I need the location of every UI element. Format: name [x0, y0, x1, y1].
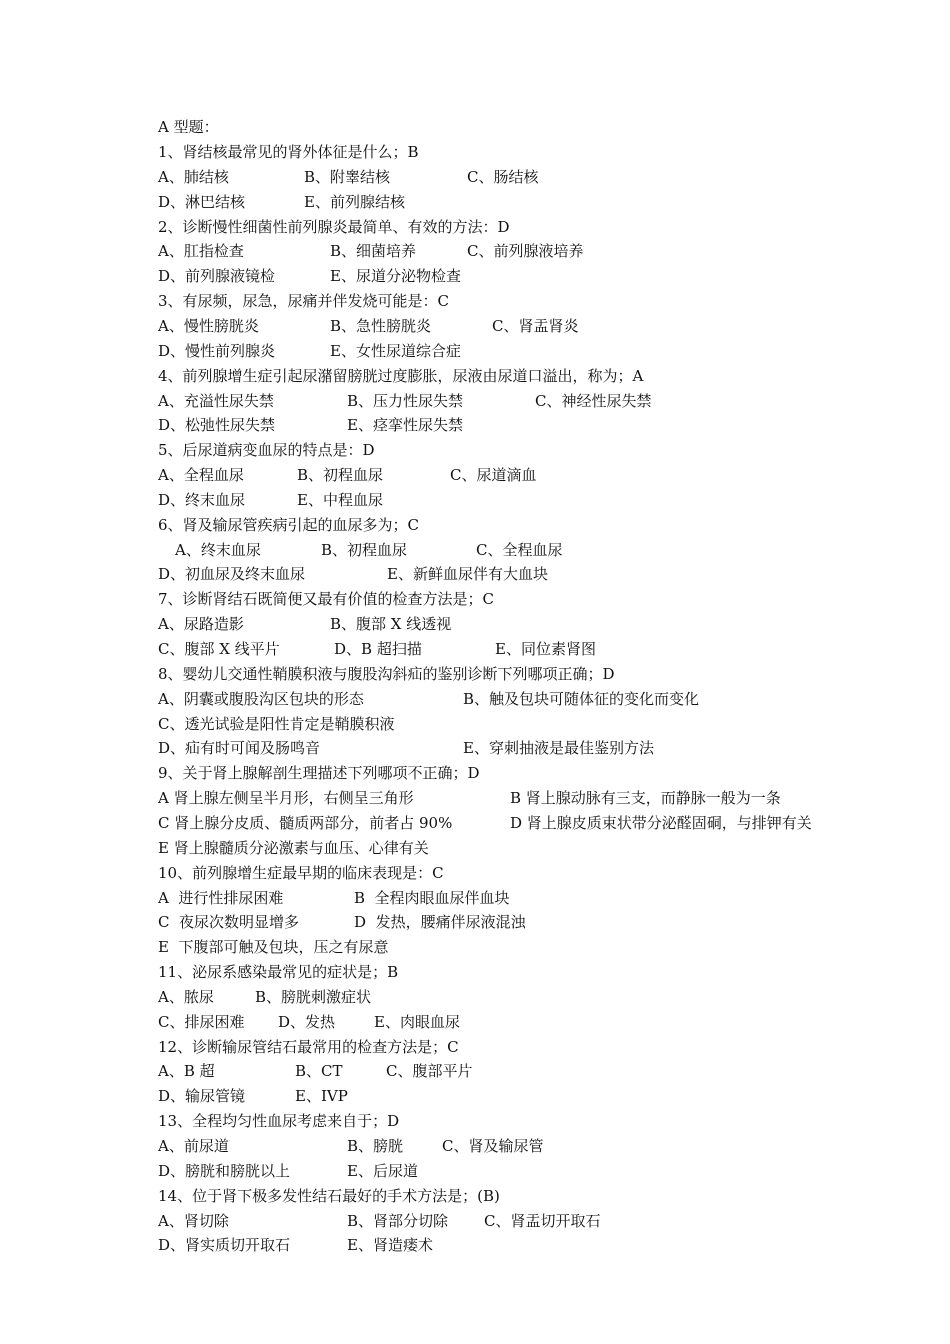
- answer-option: A、尿路造影: [158, 615, 244, 633]
- question-stem-8: 8、婴幼儿交通性鞘膜积液与腹股沟斜疝的鉴别诊断下列哪项正确；D: [158, 665, 615, 683]
- answer-option: D、前列腺液镜检: [158, 267, 276, 285]
- document-heading: A 型题：: [158, 118, 219, 136]
- answer-option: A、脓尿: [158, 988, 214, 1006]
- answer-option: A 进行性排尿困难: [158, 889, 284, 907]
- answer-option: B 肾上腺动脉有三支，而静脉一般为一条: [510, 789, 781, 807]
- question-stem-6: 6、肾及输尿管疾病引起的血尿多为；C: [158, 516, 420, 534]
- answer-option: A、充溢性尿失禁: [158, 392, 274, 410]
- answer-option: A、全程血尿: [158, 466, 244, 484]
- answer-option: A、肺结核: [158, 168, 229, 186]
- question-stem-13: 13、全程均匀性血尿考虑来自于；D: [158, 1112, 400, 1130]
- answer-option: E、穿刺抽液是最佳鉴别方法: [463, 739, 654, 757]
- answer-option: E、痉挛性尿失禁: [347, 416, 463, 434]
- answer-option: C、肾盂切开取石: [484, 1212, 601, 1230]
- answer-option: B、腹部 X 线透视: [330, 615, 452, 633]
- answer-option: E、肉眼血尿: [374, 1013, 460, 1031]
- question-stem-5: 5、后尿道病变血尿的特点是：D: [158, 441, 375, 459]
- question-stem-1: 1、肾结核最常见的肾外体征是什么；B: [158, 143, 419, 161]
- answer-option: A、前尿道: [158, 1137, 229, 1155]
- answer-option: D、初血尿及终末血尿: [158, 565, 306, 583]
- answer-option: C、尿道滴血: [450, 466, 537, 484]
- answer-option: C、前列腺液培养: [467, 242, 584, 260]
- answer-option: D、淋巴结核: [158, 193, 246, 211]
- answer-option: C、全程血尿: [476, 541, 563, 559]
- answer-option: A、慢性膀胱炎: [158, 317, 259, 335]
- answer-option: E、中程血尿: [297, 491, 383, 509]
- answer-option: B、初程血尿: [297, 466, 384, 484]
- question-stem-7: 7、诊断肾结石既简便又最有价值的检查方法是；C: [158, 590, 495, 608]
- answer-option: A、阴囊或腹股沟区包块的形态: [158, 690, 364, 708]
- answer-option: E、尿道分泌物检查: [330, 267, 461, 285]
- answer-option: A、肛指检查: [158, 242, 244, 260]
- answer-option: D 发热，腰痛伴尿液混浊: [354, 913, 526, 931]
- answer-option: D、疝有时可闻及肠鸣音: [158, 739, 321, 757]
- question-stem-2: 2、诊断慢性细菌性前列腺炎最简单、有效的方法：D: [158, 218, 510, 236]
- answer-option: B、CT: [295, 1062, 343, 1080]
- answer-option: B、肾部分切除: [347, 1212, 449, 1230]
- answer-option: E、前列腺结核: [304, 193, 405, 211]
- answer-option: D、B 超扫描: [334, 640, 422, 658]
- answer-option: D、膀胱和膀胱以上: [158, 1162, 291, 1180]
- answer-option: D、发热: [278, 1013, 336, 1031]
- answer-option: C 夜尿次数明显增多: [158, 913, 300, 931]
- answer-option: E、同位素肾图: [495, 640, 596, 658]
- answer-option: A 肾上腺左侧呈半月形，右侧呈三角形: [158, 789, 414, 807]
- answer-option: C、腹部 X 线平片: [158, 640, 280, 658]
- answer-option: D、慢性前列腺炎: [158, 342, 276, 360]
- answer-option: B、附睾结核: [304, 168, 391, 186]
- answer-option: B 全程肉眼血尿伴血块: [354, 889, 510, 907]
- answer-option: E、女性尿道综合症: [330, 342, 461, 360]
- answer-option: B、初程血尿: [321, 541, 408, 559]
- answer-option: E、新鲜血尿伴有大血块: [387, 565, 548, 583]
- answer-option: C、神经性尿失禁: [535, 392, 652, 410]
- answer-option: B、触及包块可随体征的变化而变化: [463, 690, 700, 708]
- answer-option: C、肾及输尿管: [442, 1137, 544, 1155]
- answer-option: C 肾上腺分皮质、髓质两部分，前者占 90%: [158, 814, 453, 832]
- question-stem-14: 14、位于肾下极多发性结石最好的手术方法是；(B): [158, 1187, 500, 1205]
- answer-option: D、肾实质切开取石: [158, 1236, 291, 1254]
- answer-option: E 肾上腺髓质分泌激素与血压、心律有关: [158, 839, 429, 857]
- question-stem-11: 11、泌尿系感染最常见的症状是；B: [158, 963, 399, 981]
- answer-option: B、压力性尿失禁: [347, 392, 464, 410]
- answer-option: D、输尿管镜: [158, 1087, 246, 1105]
- answer-option: E 下腹部可触及包块，压之有尿意: [158, 938, 389, 956]
- answer-option: B、细菌培养: [330, 242, 417, 260]
- answer-option: D、终末血尿: [158, 491, 246, 509]
- answer-option: A、肾切除: [158, 1212, 229, 1230]
- answer-option: C、排尿困难: [158, 1013, 245, 1031]
- answer-option: C、腹部平片: [386, 1062, 473, 1080]
- answer-option: B、膀胱刺激症状: [255, 988, 372, 1006]
- question-stem-3: 3、有尿频，尿急，尿痛并伴发烧可能是：C: [158, 292, 450, 310]
- question-stem-10: 10、前列腺增生症最早期的临床表现是：C: [158, 864, 444, 882]
- answer-option: C、肠结核: [467, 168, 539, 186]
- question-stem-9: 9、关于肾上腺解剖生理描述下列哪项不正确；D: [158, 764, 480, 782]
- answer-option: E、肾造瘘术: [347, 1236, 433, 1254]
- answer-option: E、IVP: [295, 1087, 348, 1105]
- answer-option: A、终末血尿: [175, 541, 261, 559]
- answer-option: B、急性膀胱炎: [330, 317, 432, 335]
- answer-option: B、膀胱: [347, 1137, 404, 1155]
- question-stem-12: 12、诊断输尿管结石最常用的检查方法是；C: [158, 1038, 459, 1056]
- answer-option: D 肾上腺皮质束状带分泌醛固硐，与排钾有关: [510, 814, 812, 832]
- answer-option: C、透光试验是阳性肯定是鞘膜积液: [158, 715, 395, 733]
- answer-option: C、肾盂肾炎: [492, 317, 579, 335]
- question-stem-4: 4、前列腺增生症引起尿潴留膀胱过度膨胀，尿液由尿道口溢出，称为；A: [158, 367, 644, 385]
- answer-option: A、B 超: [158, 1062, 215, 1080]
- answer-option: E、后尿道: [347, 1162, 418, 1180]
- answer-option: D、松弛性尿失禁: [158, 416, 276, 434]
